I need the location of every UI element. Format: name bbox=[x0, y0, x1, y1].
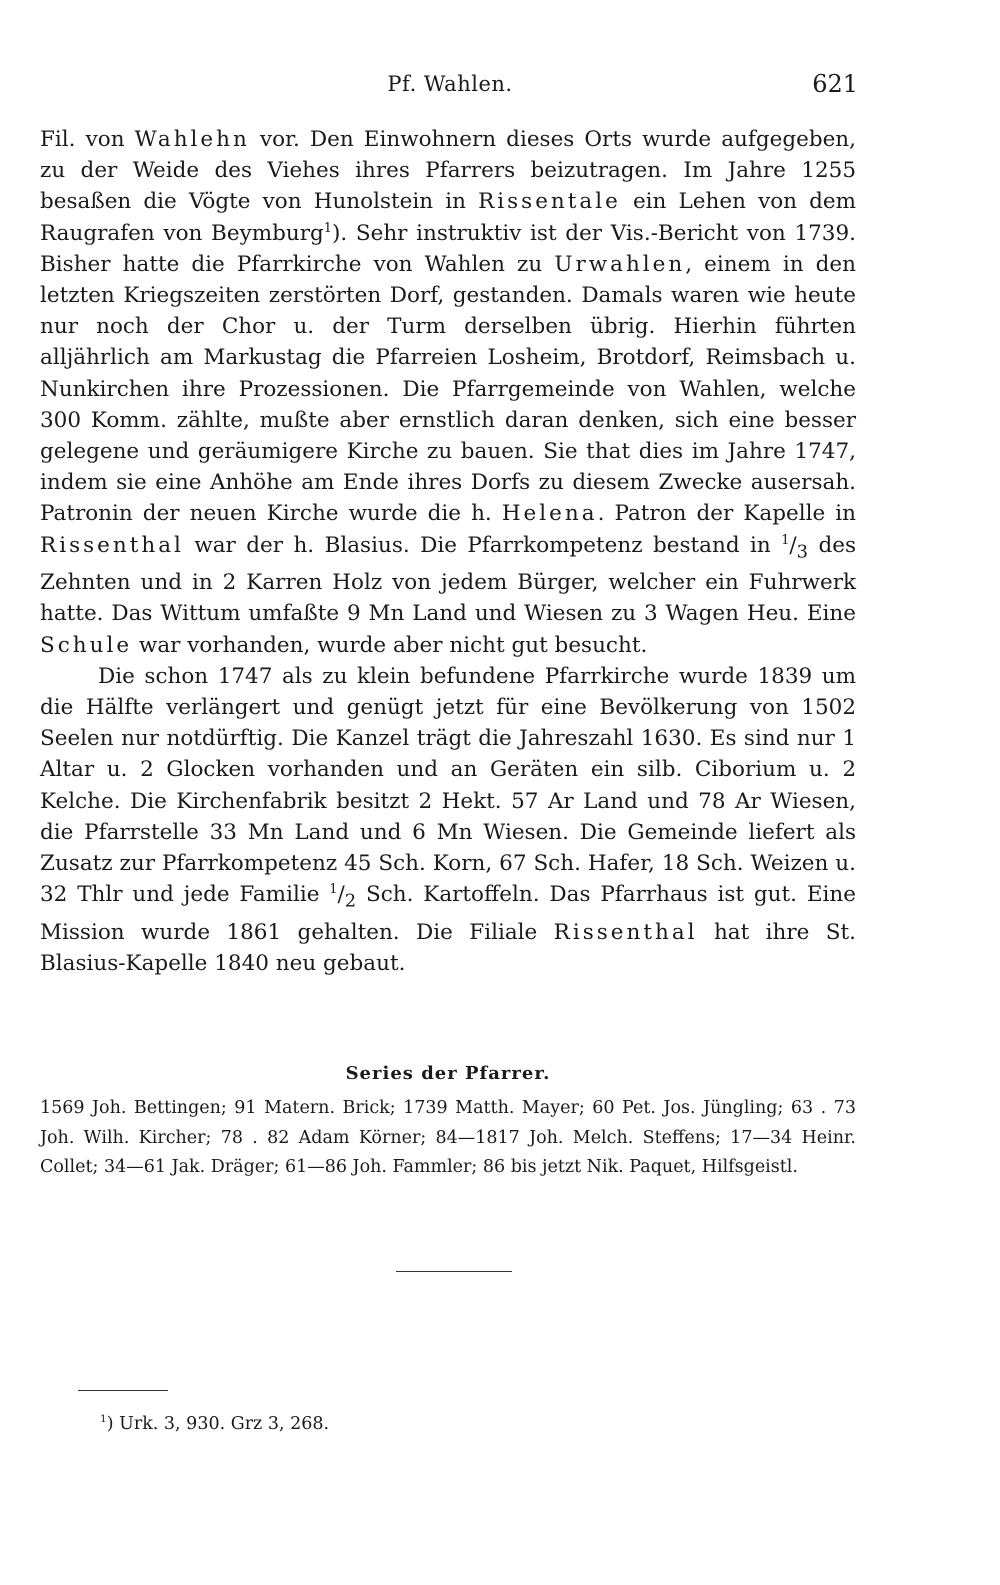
fraction-numerator: 1 bbox=[781, 532, 790, 548]
footnote-text: ) Urk. 3, 930. Grz 3, 268. bbox=[106, 1414, 330, 1434]
place-rissenthal: Rissenthal bbox=[553, 919, 698, 945]
fraction-denominator: 2 bbox=[344, 890, 357, 912]
p1-text-c: ein Lehen von dem Raugrafen von Beymburg bbox=[40, 189, 857, 246]
section-divider bbox=[396, 1271, 512, 1272]
footnote-marker: 1 bbox=[323, 220, 332, 236]
place-urwahlen: Urwahlen bbox=[554, 251, 686, 277]
footnote bbox=[100, 1414, 700, 1434]
p2-text-b: Sch. Kartoffeln. Das Pfarrhaus ist gut. Eine Mission wurde 1861 gehalten. Die Filiale bbox=[40, 882, 856, 945]
place-wahlehn: Wahlehn bbox=[134, 127, 250, 152]
series-list: 1569 Joh. Bettingen; 91 Matern. Brick; 1739 Matth. Mayer; 60 Pet. Jos. Jüngling; 63 . 73 Joh. Wilh. Kircher; 78 . 82 Adam Körner; 84—1817 Joh. Melch. Steffens; 17—34 Heinr. Collet; 34—61 Jak. Dräger; 61—86 Joh. Fammler; 86 bis jetzt Nik. Paquet, Hilfsgeistl. bbox=[40, 1098, 856, 1177]
fraction-denominator: 3 bbox=[796, 540, 809, 562]
p1-text-d: ). Sehr instruktiv ist der Vis.-Bericht von 1739. Bisher hatte die Pfarrkirche von Wahlen zu bbox=[40, 220, 856, 277]
p1-text-i: war vorhanden, wurde aber nicht gut besucht. bbox=[132, 632, 648, 658]
fraction-numerator: 1 bbox=[329, 882, 338, 898]
p2-text-a: Die schon 1747 als zu klein befundene Pfarrkirche wurde 1839 um die Hälfte verlängert und genügt jetzt für eine Bevölkerung von 1502 Seelen nur notdürftig. Die Kanzel trägt die Jahreszahl 1630. Es sind nur 1 Altar u. 2 Glocken vorhanden und an Geräten ein silb. Ciborium u. 2 Kelche. Die Kirchenfabrik besitzt 2 Hekt. 57 Ar Land und 78 Ar Wiesen, die Pfarrstelle 33 Mn Land und 6 Mn Wiesen. Die Gemeinde liefert als Zusatz zur Pfarrkompetenz 45 Sch. Korn, 67 Sch. Hafer, 18 Sch. Weizen u. 32 Thlr und jede Familie bbox=[40, 663, 856, 908]
footnote-number: 1 bbox=[100, 1413, 107, 1426]
p1-text-a: Fil. von bbox=[40, 127, 135, 152]
series-heading: Series der Pfarrer. bbox=[345, 1063, 551, 1084]
p2-text-c: hat ihre St. Blasius-Kapelle 1840 neu gebaut. bbox=[40, 919, 856, 976]
p1-text-h: des Zehnten und in 2 Karren Holz von jedem Bürger, welcher ein Fuhrwerk hatte. Das Wittum umfaßte 9 Mn Land und Wiesen zu 3 Wagen Heu. Eine bbox=[40, 532, 856, 627]
place-rissentale: Rissentale bbox=[478, 189, 621, 215]
running-title: Pf. Wahlen. bbox=[387, 72, 513, 96]
p1-text-g: war der h. Blasius. Die Pfarrkompetenz bestand in bbox=[183, 532, 782, 558]
page-number: 621 bbox=[812, 70, 858, 98]
saint-helena: Helena bbox=[501, 501, 598, 527]
place-rissenthal: Rissenthal bbox=[40, 532, 184, 558]
word-schule: Schule bbox=[40, 632, 133, 658]
fraction-slash: / bbox=[337, 882, 345, 908]
paragraph-1 bbox=[40, 124, 856, 661]
fraction-slash: / bbox=[789, 532, 797, 558]
p1-text-e: , einem in den letzten Kriegszeiten zerstörten Dorf, gestanden. Damals waren wie heute nur noch der Chor u. der Turm derselben übrig. Hierhin führten alljährlich am Markustag die Pfarreien Losheim, Brotdorf, Reimsbach u. Nunkirchen ihre Prozessionen. Die Pfarrgemeinde von Wahlen, welche 300 Komm. zählte, mußte aber ernstlich daran denken, sich eine besser gelegene und geräumigere Kirche zu bauen. Sie that dies im Jahre 1747, indem sie eine Anhöhe am Ende ihres Dorfs zu diesem Zwecke ausersah. Patronin der neuen Kirche wurde die h. bbox=[40, 251, 856, 527]
p1-text-b: vor. Den Einwohnern dieses Orts wurde aufgegeben, zu der Weide des Viehes ihres Pfarrers beizutragen. Im Jahre 1255 besaßen die Vögte von Hunolstein in bbox=[40, 127, 856, 215]
main-text bbox=[40, 124, 856, 979]
p1-text-f: . Patron der Kapelle in bbox=[597, 501, 856, 527]
footnote-divider bbox=[78, 1390, 168, 1391]
paragraph-2 bbox=[40, 661, 856, 979]
